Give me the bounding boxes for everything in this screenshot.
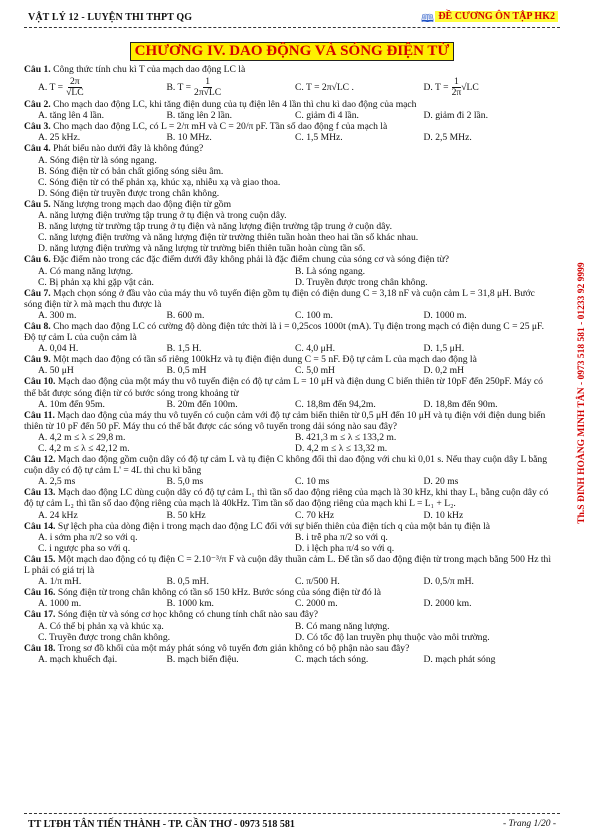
question-text: Cho mạch dao động LC, có L = 2/π mH và C = 20/π pF. Tần số dao động f của mạch là [53, 121, 388, 133]
option-d: D. 2,5 MHz. [423, 132, 472, 144]
header-doc-title: ĐỀ CƯƠNG ÔN TẬP HK2 [435, 11, 558, 22]
question-4 [24, 143, 552, 154]
question-text: Sự lệch pha của dòng điện i trong mạch dao động LC đối với sự biến thiên của điện tích q của một bản tụ điện là [57, 520, 491, 532]
option-b: B. Sóng điện từ có bản chất giống sóng siêu âm. [38, 165, 224, 177]
option-d: D. 18,8m đến 90m. [423, 398, 498, 410]
page [24, 8, 587, 832]
option-c: C. mạch tách sóng. [295, 653, 369, 665]
question-10-options [24, 399, 552, 410]
option-d: D. 10 kHz [423, 509, 464, 521]
question-number: Câu 5. [24, 198, 51, 210]
question-12-options [24, 476, 552, 487]
option-b: B. Có mang năng lượng. [295, 620, 390, 632]
question-18 [24, 643, 552, 654]
question-1-options [24, 75, 552, 99]
question-text: Năng lượng trong mạch dao động điện từ gồm [53, 198, 232, 210]
option-a: A. i sớm pha π/2 so với q. [38, 531, 138, 543]
question-text: Mạch dao động của máy thu vô tuyến có cuộn cảm với độ tự cảm biến thiên từ 0,5 μH đến 10 μH và tụ điện với điện dung biến thiên từ 10 pF đến 50 pF. Máy thu có thể bắt được các sóng vô tuyến trong dải sóng nào sau đây? [24, 409, 546, 432]
option-c: C. 70 kHz [295, 509, 335, 521]
question-12 [24, 454, 552, 476]
option-d: D. i lệch pha π/4 so với q. [295, 542, 395, 554]
question-4-options [24, 155, 552, 199]
option-a: A. 10m đến 95m. [38, 398, 105, 410]
option-d: D. năng lượng điện trường và năng lượng từ trường biến thiên tuần hoàn cùng tần số. [38, 243, 366, 255]
option-c: C. π/500 H. [295, 576, 340, 588]
question-text: Mạch dao động LC dùng cuộn dây có độ tự cảm L₁ thì tần số dao động riêng của mạch là 30 kHz, khi thay L₁ bằng cuộn dây có độ tự cảm L₂ thì tần số dao động riêng của mạch là 40kHz. Tìm tần số dao động riêng của mạch khi L = L₁ + L₂. [24, 487, 549, 510]
option-c: C. 18,8m đến 94,2m. [295, 398, 376, 410]
question-number: Câu 8. [24, 320, 51, 332]
question-1 [24, 64, 552, 75]
option-b: B. 1000 km. [166, 598, 214, 610]
question-number: Câu 10. [24, 376, 56, 388]
question-15 [24, 554, 552, 576]
question-list [24, 64, 552, 665]
option-b: B. 421,3 m ≤ λ ≤ 133,2 m. [295, 431, 397, 443]
option-d: D. giảm đi 2 lần. [423, 110, 488, 122]
option-b: B. 600 m. [166, 309, 205, 321]
question-text: Đặc điểm nào trong các đặc điểm dưới đây không phải là đặc điểm chung của sóng cơ và sóng điện từ? [53, 254, 449, 266]
question-2-options [24, 110, 552, 121]
question-number: Câu 6. [24, 254, 51, 266]
question-number: Câu 4. [24, 143, 51, 155]
option-c: C. Truyền được trong chân không. [38, 631, 171, 643]
chapter-title: CHƯƠNG IV. DAO ĐỘNG VÀ SÓNG ĐIỆN TỪ [130, 42, 455, 61]
option-d: D. Sóng điện từ truyền được trong chân không. [38, 187, 220, 199]
question-18-options [24, 654, 552, 665]
option-a: A. 0,04 H. [38, 343, 79, 355]
footer-center-info: TT LTĐH TÂN TIẾN THÀNH - TP. CẦN THƠ - 0973 518 581 [28, 819, 295, 830]
option-a: A. 50 μH [38, 365, 74, 377]
question-text: Công thức tính chu kì T của mạch dao động LC là [53, 64, 246, 75]
question-text: Một mạch dao động có tần số riêng 100kHz và tụ điện điện dung C = 5 nF. Độ tự cảm L của mạch dao động là [53, 354, 477, 366]
option-d: D. 2000 km. [423, 598, 472, 610]
fraction: $\frac{1}{2\pi√LC}$ [194, 75, 222, 98]
question-3 [24, 121, 552, 132]
option-d: D. T = $\frac{1}{2\pi}$ √LC [423, 75, 479, 98]
option-d: D. Có tốc độ lan truyền phụ thuộc vào môi trường. [295, 631, 490, 643]
option-c: C. 1,5 MHz. [295, 132, 343, 144]
option-b: B. mạch biến điệu. [166, 653, 239, 665]
option-c: C. giảm đi 4 lần. [295, 110, 359, 122]
question-number: Câu 14. [24, 520, 56, 532]
question-number: Câu 9. [24, 354, 51, 366]
option-d: D. 1000 m. [423, 309, 467, 321]
option-b: B. Là sóng ngang. [295, 265, 366, 277]
question-6-options [24, 266, 552, 288]
option-b: B. i trễ pha π/2 so với q. [295, 531, 388, 543]
page-number: - Trang 1/20 - [502, 819, 556, 829]
question-3-options [24, 132, 552, 143]
option-a: A. 4,2 m ≤ λ ≤ 29,8 m. [38, 431, 126, 443]
option-c: C. i ngược pha so với q. [38, 542, 131, 554]
option-a: A. mạch khuếch đại. [38, 653, 118, 665]
option-c: C. 4,2 m ≤ λ ≤ 42,12 m. [38, 443, 130, 454]
question-number: Câu 16. [24, 587, 56, 599]
option-d: D. mạch phát sóng [423, 653, 496, 665]
question-text: Một mạch dao động có tụ điện C = 2.10⁻³/π F và cuộn dây thuần cảm L. Để tần số dao động điện từ trong mạch bằng 500 Hz thì L phải có giá trị là [24, 553, 551, 577]
option-b: B. tăng lên 2 lần. [166, 110, 233, 122]
question-text: Sóng điện từ trong chân không có tần số 150 kHz. Bước sóng của sóng điện từ đó là [57, 587, 381, 599]
question-11 [24, 410, 552, 432]
option-c: C. Bị phản xạ khi gặp vật cản. [38, 276, 154, 288]
question-17 [24, 609, 552, 620]
question-2 [24, 99, 552, 110]
option-a: A. 25 kHz. [38, 132, 81, 144]
question-7 [24, 288, 552, 310]
question-text: Trong sơ đồ khối của một máy phát sóng vô tuyến đơn giản không có bộ phận nào sau đây? [57, 642, 410, 654]
option-b: B. năng lượng từ trường tập trung ở tụ điện và năng lượng điện trường tập trung ở cuộn dây. [38, 221, 392, 233]
question-text: Mạch chọn sóng ở đầu vào của máy thu vô tuyến điện gồm tụ điện có điện dung C = 3,18 nF và cuộn cảm L = 31,8 μH. Bước sóng điện từ λ mà mạch thu được là [24, 287, 535, 310]
option-a: A. Có thể bị phản xạ và khúc xạ. [38, 620, 164, 632]
option-a: A. tăng lên 4 lần. [38, 110, 105, 122]
question-text: Phát biểu nào dưới đây là không đúng? [53, 143, 204, 155]
option-a: A. 1/π mH. [38, 576, 82, 588]
question-16 [24, 587, 552, 598]
question-13-options [24, 510, 552, 521]
header-divider [24, 27, 560, 28]
question-14 [24, 521, 552, 532]
question-text: Sóng điện từ và sóng cơ học không có chung tính chất nào sau đây? [57, 609, 319, 621]
option-c: C. Sóng điện từ có thể phản xạ, khúc xạ, nhiễu xạ và giao thoa. [38, 176, 281, 188]
option-b: B. 0,5 mH. [166, 576, 209, 588]
option-d: D. Truyền được trong chân không. [295, 276, 428, 288]
footer-divider [24, 813, 560, 814]
header-subject: VẬT LÝ 12 - LUYỆN THI THPT QG [28, 12, 193, 23]
question-17-options [24, 621, 552, 643]
question-text: Cho mạch dao động LC, khi tăng điện dung của tụ điện lên 4 lần thì chu kì dao động của mạch [53, 99, 417, 111]
option-a: A. Có mang năng lượng. [38, 265, 134, 277]
option-d: D. 4,2 m ≤ λ ≤ 13,32 m. [295, 443, 388, 454]
book-icon: 🕮 [421, 13, 434, 25]
question-number: Câu 7. [24, 287, 51, 299]
chapter-title-wrap [24, 42, 560, 61]
option-a: A. năng lượng điện trường tập trung ở tụ điện và trong cuộn dây. [38, 210, 287, 222]
option-c: C. 2000 m. [295, 598, 338, 610]
question-number: Câu 17. [24, 609, 56, 621]
question-7-options [24, 310, 552, 321]
option-b: B. T = $\frac{1}{2\pi√LC}$ [166, 75, 222, 98]
option-a: A. 300 m. [38, 309, 77, 321]
question-number: Câu 1. [24, 64, 51, 75]
question-number: Câu 18. [24, 642, 56, 654]
page-header [24, 8, 560, 28]
fraction: $\frac{2\pi}{√LC}$ [66, 75, 84, 98]
option-a: A. Sóng điện từ là sóng ngang. [38, 154, 157, 166]
option-d: D. 1,5 μH. [423, 343, 465, 355]
question-number: Câu 3. [24, 121, 51, 133]
option-d: D. 0,5/π mH. [423, 576, 474, 588]
option-b: B. 5,0 ms [166, 476, 204, 488]
option-b: B. 0,5 mH [166, 365, 207, 377]
question-6 [24, 254, 552, 265]
option-b: B. 1,5 H. [166, 343, 202, 355]
question-number: Câu 12. [24, 454, 56, 466]
option-d: D. 20 ms [423, 476, 459, 488]
option-c: C. 100 m. [295, 309, 333, 321]
question-number: Câu 13. [24, 487, 56, 499]
side-contact-text: Th.S ĐINH HOÀNG MINH TÂN - 0973 518 581 - 01233 92 9999 [577, 262, 587, 524]
question-text: Mạch dao động gồm cuộn dây có độ tự cảm L và tụ điện C không đổi thì dao động với chu kì 0,01 s. Nếu thay cuộn dây L bằng cuộn dây có độ tự cảm L' = 4L thì chu kì bằng [24, 454, 548, 477]
question-8-options [24, 343, 552, 354]
option-c: C. năng lượng điện trường và năng lượng điện từ trường thiên tuần hoàn theo hai tần số khác nhau. [38, 232, 419, 244]
question-5 [24, 199, 552, 210]
option-a: A. 1000 m. [38, 598, 82, 610]
option-a: A. T = $\frac{2\pi}{√LC}$ [38, 75, 84, 98]
question-10 [24, 376, 552, 398]
option-d: D. 0,2 mH [423, 365, 465, 377]
option-c: C. 4,0 μH. [295, 343, 336, 355]
question-9 [24, 354, 552, 365]
questions-container [24, 99, 552, 665]
fraction: $\frac{1}{2\pi}$ [451, 75, 462, 98]
question-5-options [24, 210, 552, 254]
side-contact-strip [572, 208, 592, 588]
question-15-options [24, 576, 552, 587]
option-b: B. 10 MHz. [166, 132, 212, 144]
option-b: B. 20m đến 100m. [166, 398, 238, 410]
question-text: Mạch dao động của một máy thu vô tuyến điện có độ tự cảm L = 10 μH và điện dung C biến thiên từ 10pF đến 250pF. Máy có thể bắt được sóng điện từ có bước sóng trong khoảng từ [24, 376, 543, 399]
option-c: C. 10 ms [295, 476, 330, 488]
question-number: Câu 15. [24, 553, 56, 565]
option-a: A. 2,5 ms [38, 476, 76, 488]
question-16-options [24, 598, 552, 609]
option-a: A. 24 kHz [38, 509, 78, 521]
question-8 [24, 321, 552, 343]
question-11-options [24, 432, 552, 454]
question-14-options [24, 532, 552, 554]
question-number: Câu 2. [24, 99, 51, 111]
option-c: C. 5,0 mH [295, 365, 335, 377]
question-number: Câu 11. [24, 409, 55, 421]
question-text: Cho mạch dao động LC có cường độ dòng điện tức thời là i = 0,25cos 1000t (mA). Tụ điện trong mạch có điện dung C = 25 μF. Độ tự cảm L của cuộn cảm là [24, 320, 544, 344]
question-13 [24, 487, 552, 509]
question-9-options [24, 365, 552, 376]
option-c: C. T = 2π√LC . [295, 81, 354, 93]
option-b: B. 50 kHz [166, 509, 206, 521]
